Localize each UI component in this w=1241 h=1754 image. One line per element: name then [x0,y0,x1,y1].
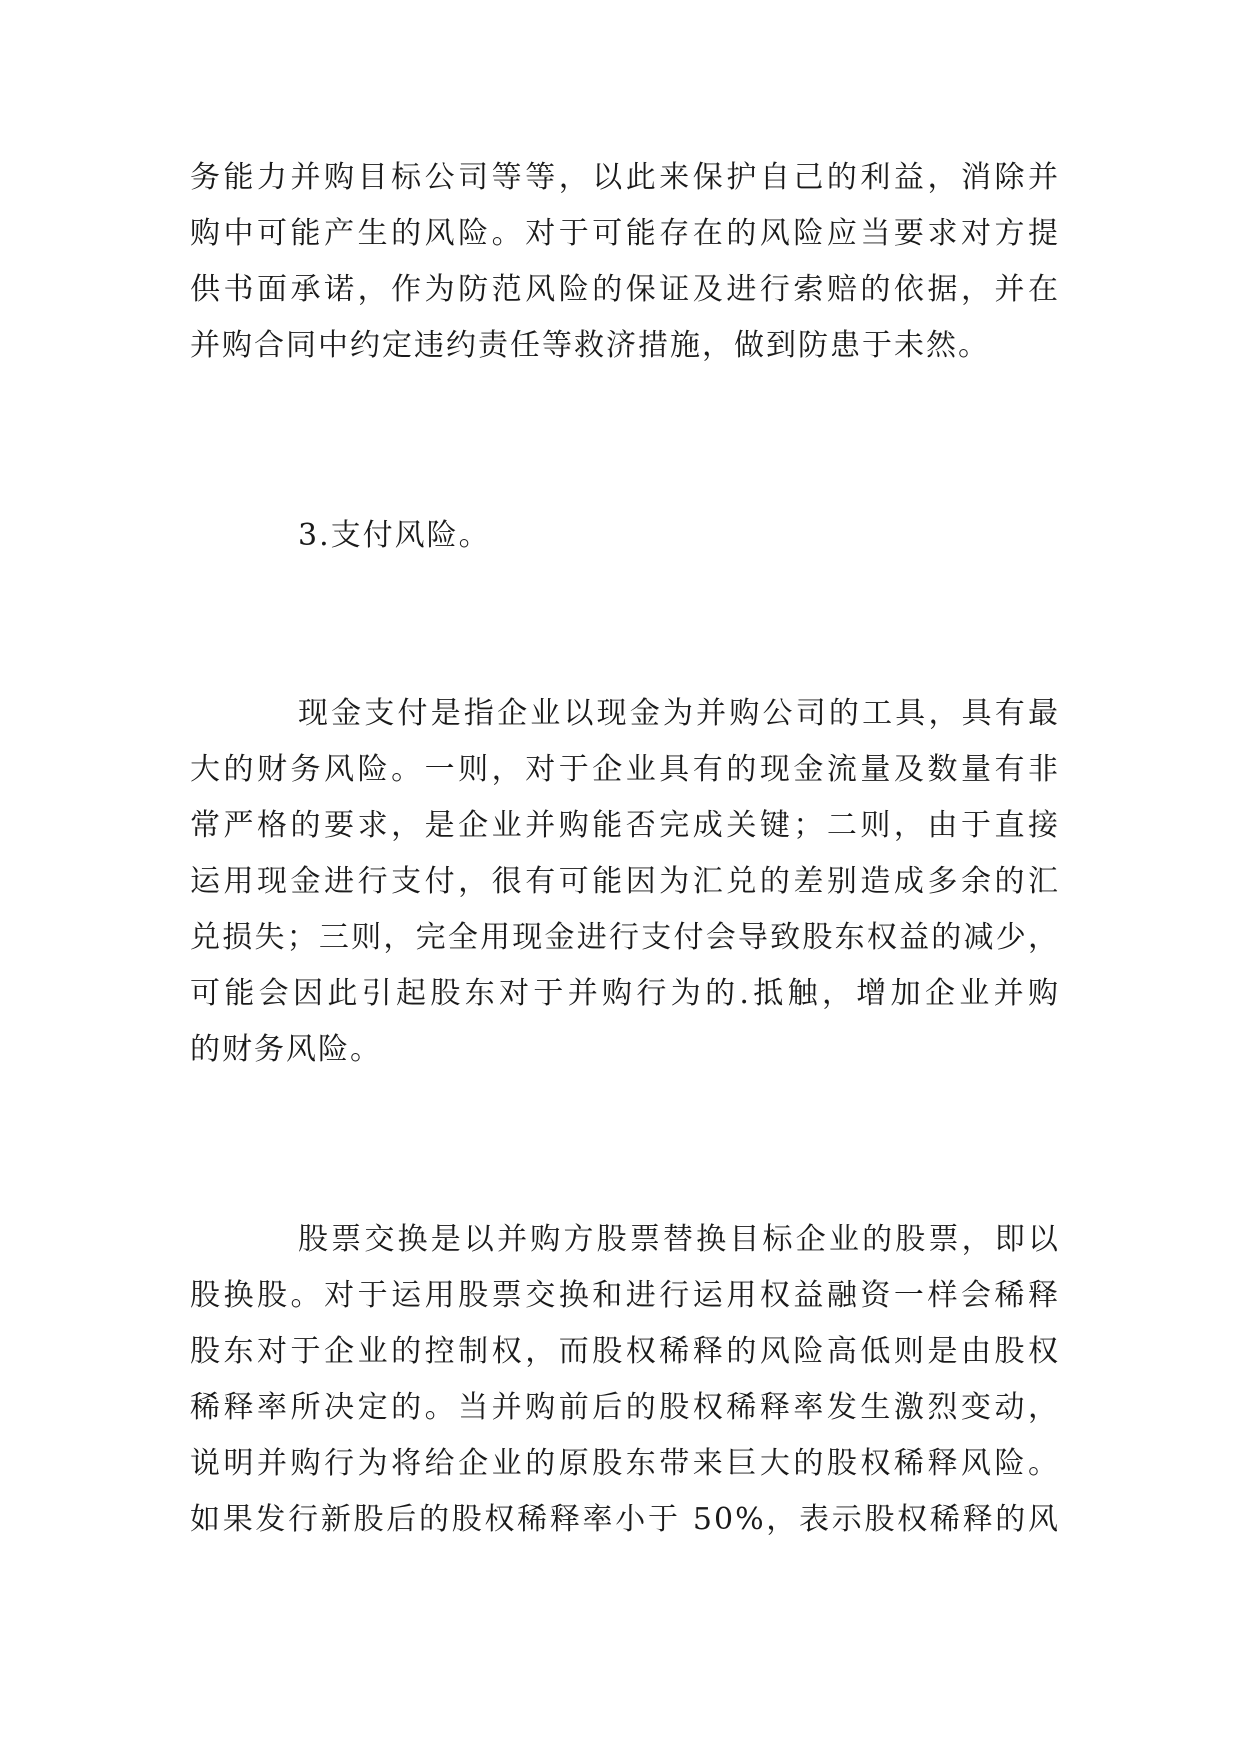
text-line: 务能力并购目标公司等等，以此来保护自己的利益，消除并 [190,160,1060,195]
text-line: 供书面承诺，作为防范风险的保证及进行索赔的依据，并在 [190,272,1060,307]
paragraph-cash-payment [190,686,1060,1078]
text-line: 可能会因此引起股东对于并购行为的.抵触，增加企业并购 [190,976,1060,1011]
text-line: 并购合同中约定违约责任等救济措施，做到防患于未然。 [190,328,990,363]
text-line: 如果发行新股后的股权稀释率小于 50%，表示股权稀释的风 [190,1502,1060,1537]
text-line: 股票交换是以并购方股票替换目标企业的股票，即以 [298,1222,1060,1257]
text-line: 购中可能产生的风险。对于可能存在的风险应当要求对方提 [190,216,1060,251]
text-line: 股东对于企业的控制权，而股权稀释的风险高低则是由股权 [190,1334,1060,1369]
text-line: 运用现金进行支付，很有可能因为汇兑的差别造成多余的汇 [190,864,1060,899]
text-line: 的财务风险。 [190,1032,382,1067]
text-line: 稀释率所决定的。当并购前后的股权稀释率发生激烈变动， [190,1390,1060,1425]
section-heading-payment-risk: 3.支付风险。 [298,518,491,553]
paragraph-stock-exchange [190,1212,1060,1548]
text-line: 现金支付是指企业以现金为并购公司的工具，具有最 [298,696,1060,731]
text-line: 股换股。对于运用股票交换和进行运用权益融资一样会稀释 [190,1278,1060,1313]
text-line: 兑损失；三则，完全用现金进行支付会导致股东权益的减少， [190,920,1060,955]
text-line: 常严格的要求，是企业并购能否完成关键；二则，由于直接 [190,808,1060,843]
text-line: 说明并购行为将给企业的原股东带来巨大的股权稀释风险。 [190,1446,1060,1481]
text-line: 大的财务风险。一则，对于企业具有的现金流量及数量有非 [190,752,1060,787]
paragraph-risk-protection [190,150,1060,374]
